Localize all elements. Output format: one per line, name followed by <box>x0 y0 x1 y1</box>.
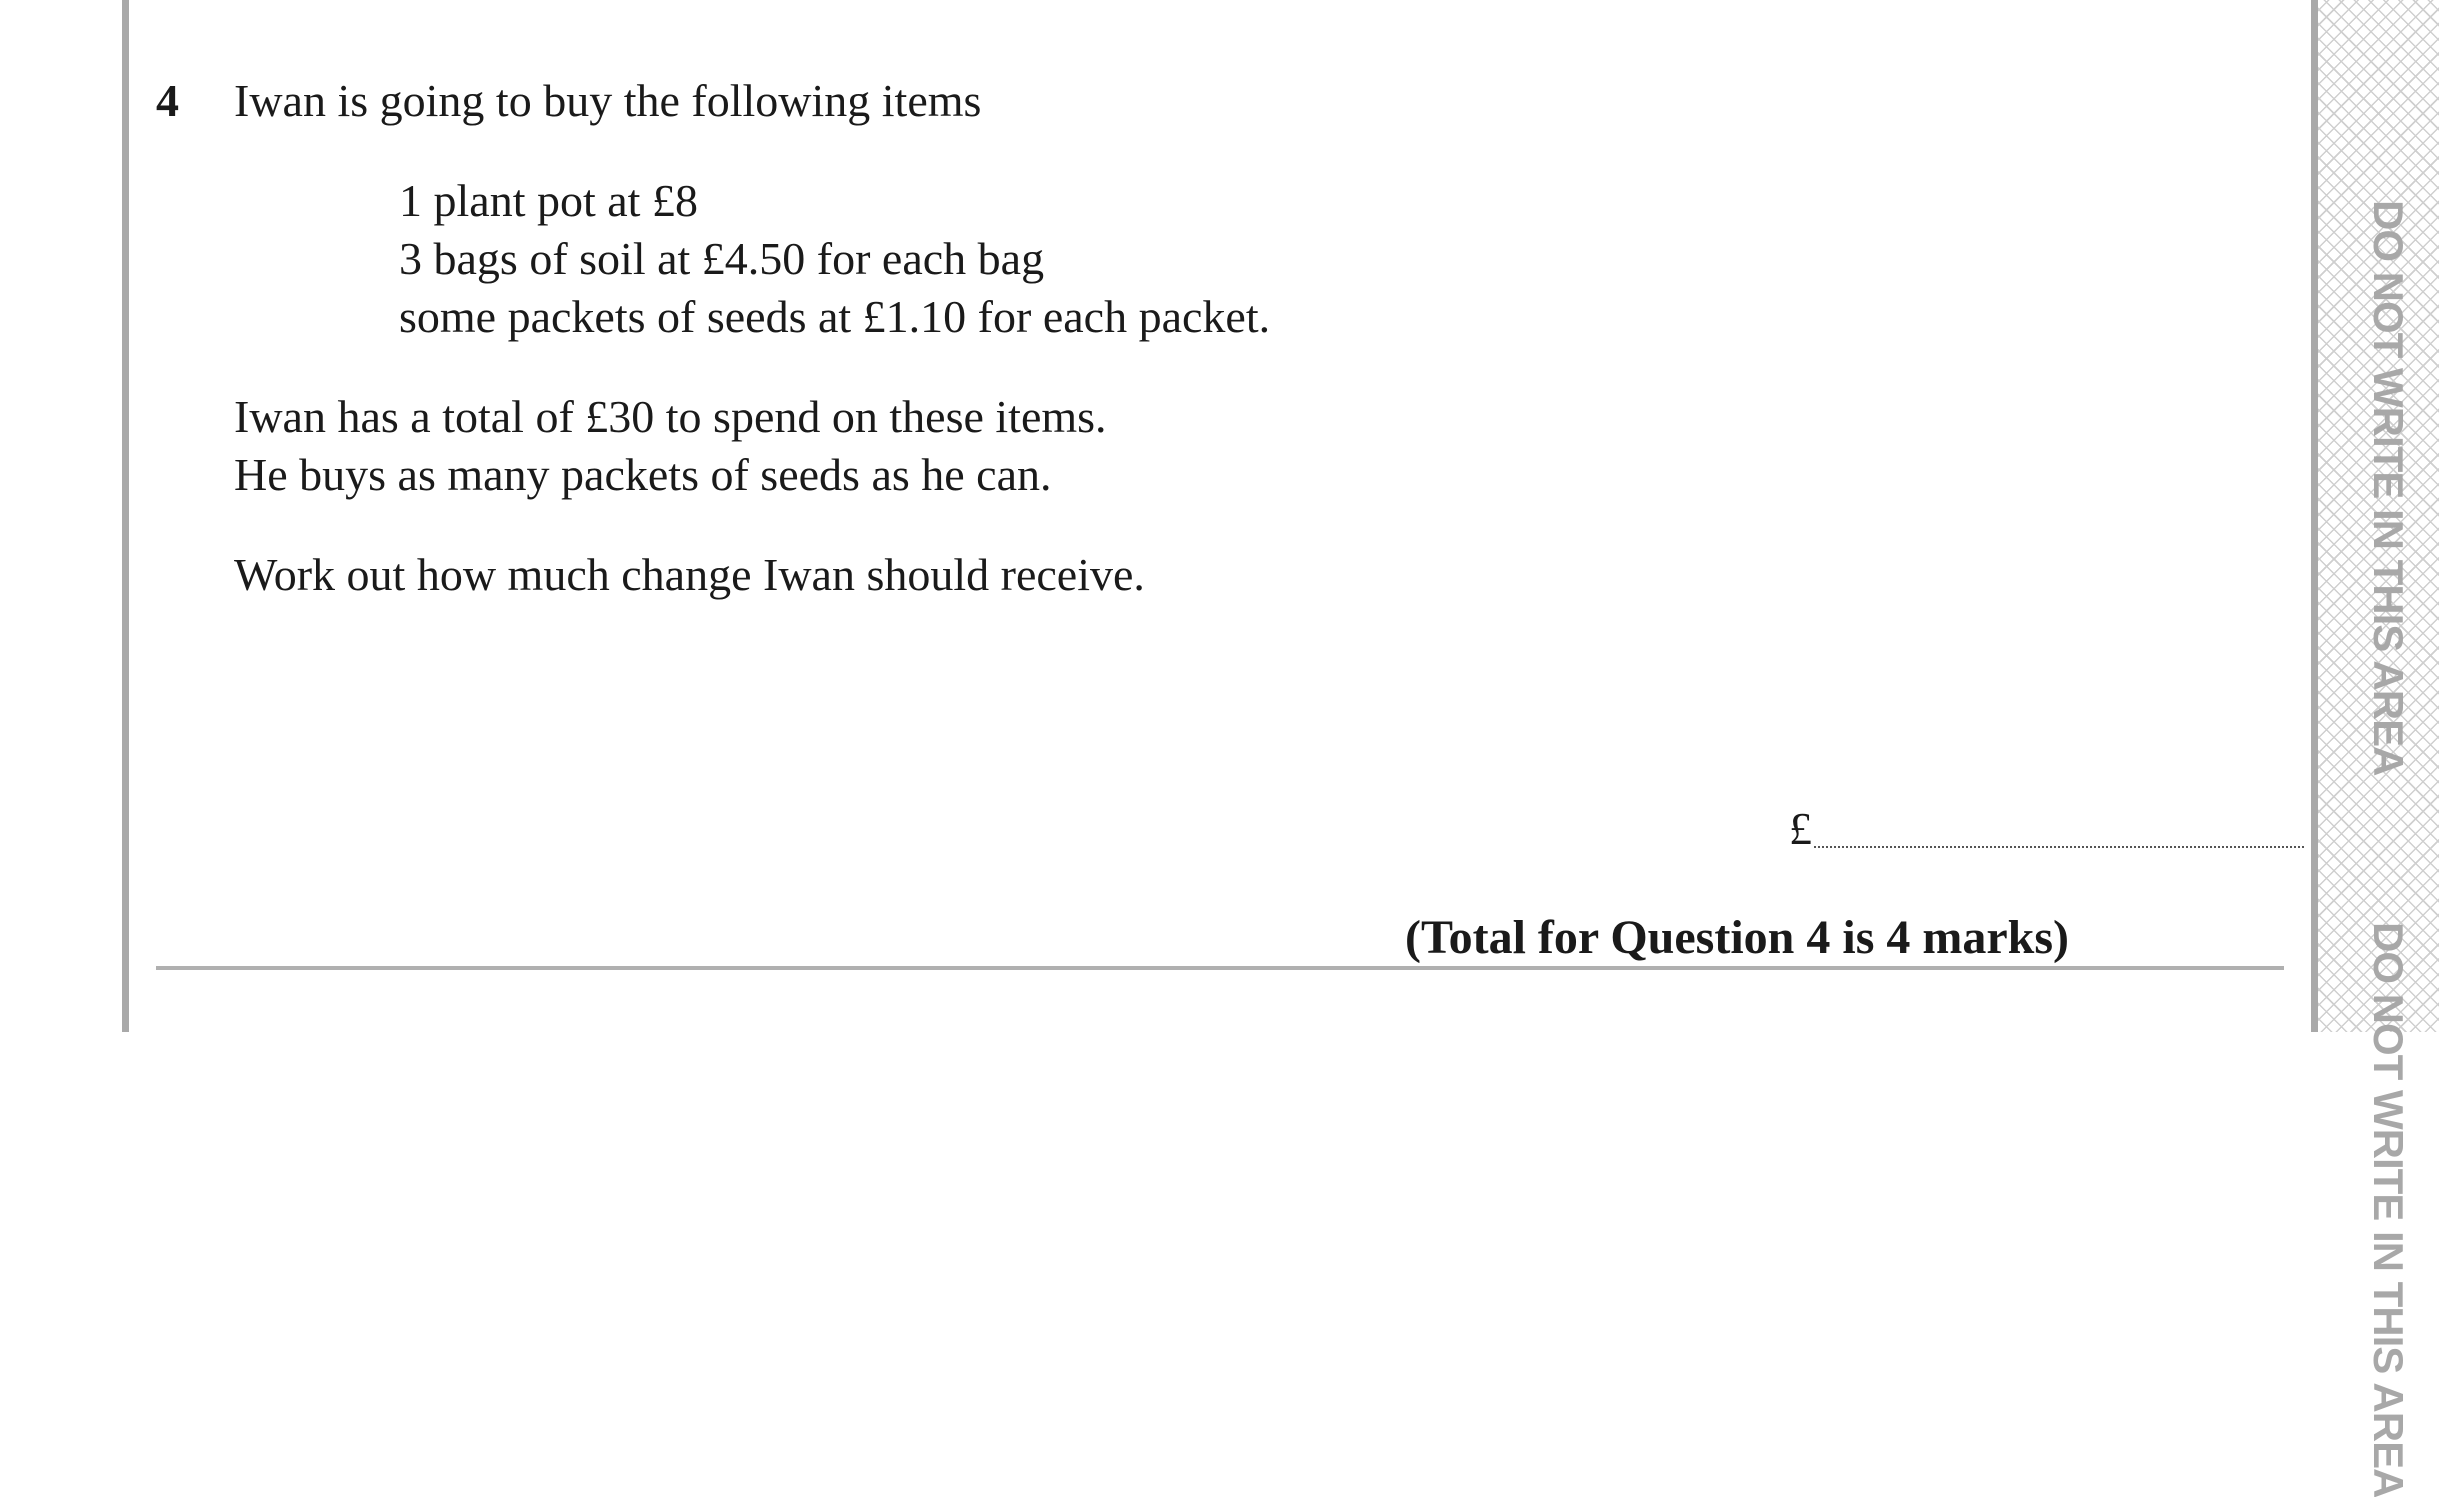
question-number: 4 <box>156 75 179 126</box>
margin-text-clip <box>2318 0 2439 776</box>
answer-field[interactable] <box>1789 803 2304 854</box>
question-text: He buys as many packets of seeds as he can. <box>234 449 1052 500</box>
answer-prefix: £ <box>1789 803 1812 854</box>
right-border <box>2311 0 2318 1032</box>
margin-warning-bottom: DO NOT WRITE IN THIS AREA <box>2365 922 2412 1497</box>
question-instruction: Work out how much change Iwan should receive. <box>234 549 1145 600</box>
answer-dotted-line[interactable] <box>1814 846 2304 848</box>
item-line: some packets of seeds at £1.10 for each packet. <box>399 291 1271 342</box>
question-text: Iwan has a total of £30 to spend on these items. <box>234 391 1107 442</box>
question-total-marks: (Total for Question 4 is 4 marks) <box>1405 911 2070 964</box>
question-divider <box>156 966 2284 970</box>
item-line: 3 bags of soil at £4.50 for each bag <box>399 233 1045 284</box>
item-line: 1 plant pot at £8 <box>399 175 698 226</box>
question-stem: Iwan is going to buy the following items <box>234 75 982 126</box>
left-border <box>122 0 129 1032</box>
margin-warning-top: DO NOT WRITE IN THIS AREA <box>2365 200 2412 776</box>
